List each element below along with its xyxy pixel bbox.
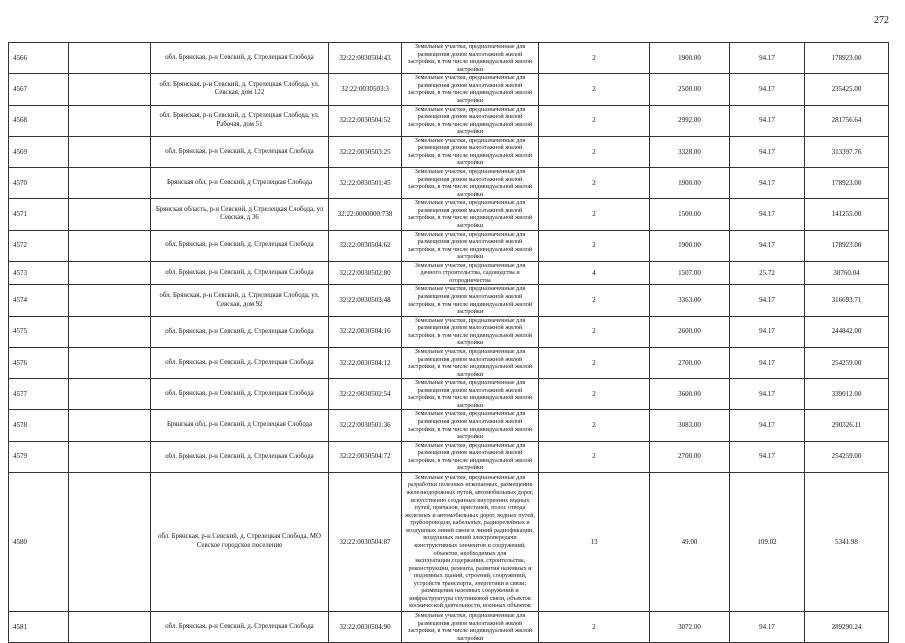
- specific-value-cell: 109.02: [730, 472, 805, 611]
- cadastral-number-cell: 32:22:0030504:90: [329, 611, 402, 642]
- land-use-cell: Земельные участки, предназначенные для размещения домов малоэтажной жилой застройки, в том числе индивидуальной жилой застройки: [402, 105, 539, 136]
- table-row: [9, 347, 889, 378]
- area-cell: 2992.00: [650, 105, 730, 136]
- group-cell: 2: [539, 168, 650, 199]
- cadastral-number-cell: 32:22:0030504:72: [329, 441, 402, 472]
- cadastral-value-cell: 178923.00: [805, 43, 889, 74]
- group-cell: 13: [539, 472, 650, 611]
- area-cell: 2600.00: [650, 316, 730, 347]
- area-cell: 2500.00: [650, 74, 730, 105]
- cadastral-number-cell: 32:22:0030501:45: [329, 168, 402, 199]
- empty-cell: [69, 230, 151, 261]
- specific-value-cell: 94.17: [730, 136, 805, 167]
- cadastral-value-table: [8, 42, 889, 643]
- row-number: 4566: [9, 43, 69, 74]
- specific-value-cell: 94.17: [730, 168, 805, 199]
- table-row: [9, 379, 889, 410]
- group-cell: 2: [539, 230, 650, 261]
- row-number: 4575: [9, 316, 69, 347]
- empty-cell: [69, 261, 151, 285]
- group-cell: 2: [539, 74, 650, 105]
- page-number: 272: [874, 15, 889, 26]
- address-cell: Брянская обл, р-н Севский, д Стрелецкая Слобода: [151, 410, 329, 441]
- specific-value-cell: 94.17: [730, 316, 805, 347]
- cadastral-value-cell: 178923.00: [805, 168, 889, 199]
- specific-value-cell: 94.17: [730, 379, 805, 410]
- cadastral-number-cell: 32:22:0030504:62: [329, 230, 402, 261]
- cadastral-value-cell: 313397.76: [805, 136, 889, 167]
- group-cell: 2: [539, 136, 650, 167]
- group-cell: 2: [539, 410, 650, 441]
- area-cell: 3600.00: [650, 379, 730, 410]
- land-use-cell: Земельные участки, предназначенные для размещения домов малоэтажной жилой застройки, в том числе индивидуальной жилой застройки: [402, 230, 539, 261]
- land-use-cell: Земельные участки, предназначенные для размещения домов малоэтажной жилой застройки, в том числе индивидуальной жилой застройки: [402, 410, 539, 441]
- land-use-cell: Земельные участки, предназначенные для размещения домов малоэтажной жилой застройки, в том числе индивидуальной жилой застройки: [402, 74, 539, 105]
- cadastral-value-cell: 281756.64: [805, 105, 889, 136]
- area-cell: 2700.00: [650, 347, 730, 378]
- cadastral-value-cell: 38760.04: [805, 261, 889, 285]
- cadastral-number-cell: 32:22:0030502:80: [329, 261, 402, 285]
- cadastral-value-cell: 254259.00: [805, 347, 889, 378]
- empty-cell: [69, 316, 151, 347]
- table-row: [9, 136, 889, 167]
- address-cell: обл. Брянская, р-н Севский, д. Стрелецкая Слобода, ул. Севская, дом 92: [151, 285, 329, 316]
- address-cell: обл. Брянская, р-н Севский, д. Стрелецкая Слобода: [151, 261, 329, 285]
- group-cell: 2: [539, 441, 650, 472]
- group-cell: 2: [539, 105, 650, 136]
- land-use-cell: Земельные участки, предназначенные для размещения домов малоэтажной жилой застройки, в том числе индивидуальной жилой застройки: [402, 285, 539, 316]
- cadastral-number-cell: 32:22:0030501:36: [329, 410, 402, 441]
- specific-value-cell: 94.17: [730, 410, 805, 441]
- cadastral-number-cell: 32:22:0030504:16: [329, 316, 402, 347]
- cadastral-number-cell: 32:22:0030504:12: [329, 347, 402, 378]
- cadastral-value-cell: 235425.00: [805, 74, 889, 105]
- land-use-cell: Земельные участки, предназначенные для разработки полезных ископаемых, размещения железнодорожных путей, автомобильных дорог, искусственно созданных внутренних водных путей, причалов, пристаней, полос отвода железных и автомобильных дорог, водных путей, трубопроводов, кабельных, радиорелейных и воздушных линий связи и линий радиофикации, воздушных линий электропередачи конструктивных элементов и сооружений, объектов, необходимых для эксплуатации,содержания, строительства, реконструкции, ремонта, развития наземных и подземных зданий, строений, сооружений, устройств транспорта, энергетики и связи; размещения наземных сооружений и инфраструктуры спутниковой связи, объектов космической деятельности, военных объектов: [402, 472, 539, 611]
- cadastral-number-cell: 32:22:0030503:25: [329, 136, 402, 167]
- group-cell: 4: [539, 261, 650, 285]
- table-row: [9, 230, 889, 261]
- area-cell: 49.00: [650, 472, 730, 611]
- area-cell: 3363.00: [650, 285, 730, 316]
- address-cell: Брянская область, р-н Севский, д Стрелецкая Слобода, ул Севская, д 36: [151, 199, 329, 230]
- row-number: 4574: [9, 285, 69, 316]
- address-cell: обл. Брянская, р-н Севский, д. Стрелецкая Слобода: [151, 136, 329, 167]
- address-cell: обл. Брянская, р-н Севский, д. Стрелецкая Слобода: [151, 230, 329, 261]
- cadastral-value-cell: 339012.00: [805, 379, 889, 410]
- address-cell: обл. Брянская, р-н Севский, д. Стрелецкая Слобода, ул. Рабочая, дом 51: [151, 105, 329, 136]
- empty-cell: [69, 136, 151, 167]
- empty-cell: [69, 441, 151, 472]
- cadastral-number-cell: 32:22:0030502:54: [329, 379, 402, 410]
- area-cell: 1507.00: [650, 261, 730, 285]
- land-use-cell: Земельные участки, предназначенные для размещения домов малоэтажной жилой застройки, в том числе индивидуальной жилой застройки: [402, 168, 539, 199]
- empty-cell: [69, 168, 151, 199]
- empty-cell: [69, 74, 151, 105]
- area-cell: 2700.00: [650, 441, 730, 472]
- specific-value-cell: 25.72: [730, 261, 805, 285]
- specific-value-cell: 94.17: [730, 199, 805, 230]
- specific-value-cell: 94.17: [730, 230, 805, 261]
- table-row: [9, 74, 889, 105]
- address-cell: обл. Брянская, р-н Севский, д. Стрелецкая Слобода: [151, 43, 329, 74]
- cadastral-number-cell: 32:22:0030503:48: [329, 285, 402, 316]
- table-row: [9, 43, 889, 74]
- address-cell: обл. Брянская, р-н Севский, д. Стрелецкая Слобода: [151, 611, 329, 642]
- address-cell: обл. Брянская, р-н Севский, д. Стрелецкая Слобода, ул. Севская, дом 122: [151, 74, 329, 105]
- cadastral-value-cell: 254259.00: [805, 441, 889, 472]
- area-cell: 1900.00: [650, 230, 730, 261]
- cadastral-value-cell: 244842.00: [805, 316, 889, 347]
- empty-cell: [69, 105, 151, 136]
- specific-value-cell: 94.17: [730, 347, 805, 378]
- table-row: [9, 316, 889, 347]
- row-number: 4571: [9, 199, 69, 230]
- land-use-cell: Земельные участки, предназначенные для размещения домов малоэтажной жилой застройки, в том числе индивидуальной жилой застройки: [402, 43, 539, 74]
- cadastral-value-cell: 316693.71: [805, 285, 889, 316]
- table-row: [9, 168, 889, 199]
- specific-value-cell: 94.17: [730, 105, 805, 136]
- row-number: 4580: [9, 472, 69, 611]
- table-row: [9, 261, 889, 285]
- empty-cell: [69, 611, 151, 642]
- cadastral-value-cell: 5341.98: [805, 472, 889, 611]
- row-number: 4577: [9, 379, 69, 410]
- group-cell: 2: [539, 285, 650, 316]
- specific-value-cell: 94.17: [730, 285, 805, 316]
- row-number: 4576: [9, 347, 69, 378]
- address-cell: обл. Брянская, р-н Севский, д. Стрелецкая Слобода: [151, 347, 329, 378]
- row-number: 4579: [9, 441, 69, 472]
- land-use-cell: Земельные участки, предназначенные для размещения домов малоэтажной жилой застройки, в том числе индивидуальной жилой застройки: [402, 347, 539, 378]
- table-row: [9, 611, 889, 642]
- group-cell: 2: [539, 199, 650, 230]
- address-cell: обл. Брянская, р-н Севский, д. Стрелецкая Слобода: [151, 379, 329, 410]
- row-number: 4568: [9, 105, 69, 136]
- cadastral-value-cell: 178923.00: [805, 230, 889, 261]
- cadastral-number-cell: 32:22:0030504:52: [329, 105, 402, 136]
- row-number: 4570: [9, 168, 69, 199]
- group-cell: 2: [539, 347, 650, 378]
- empty-cell: [69, 347, 151, 378]
- area-cell: 3328.00: [650, 136, 730, 167]
- area-cell: 3083.00: [650, 410, 730, 441]
- area-cell: 1900.00: [650, 168, 730, 199]
- address-cell: Брянская обл, р-н Севский, д Стрелецкая Слобода: [151, 168, 329, 199]
- land-use-cell: Земельные участки, предназначенные для размещения домов малоэтажной жилой застройки, в том числе индивидуальной жилой застройки: [402, 441, 539, 472]
- row-number: 4578: [9, 410, 69, 441]
- empty-cell: [69, 379, 151, 410]
- table-row: [9, 199, 889, 230]
- row-number: 4567: [9, 74, 69, 105]
- group-cell: 2: [539, 43, 650, 74]
- table-row: [9, 285, 889, 316]
- group-cell: 2: [539, 316, 650, 347]
- area-cell: 1900.00: [650, 43, 730, 74]
- cadastral-number-cell: 32:22:0030504:87: [329, 472, 402, 611]
- empty-cell: [69, 410, 151, 441]
- row-number: 4569: [9, 136, 69, 167]
- address-cell: обл. Брянская, р-н Севский, д. Стрелецкая Слобода: [151, 316, 329, 347]
- row-number: 4573: [9, 261, 69, 285]
- group-cell: 2: [539, 379, 650, 410]
- land-use-cell: Земельные участки, предназначенные для размещения домов малоэтажной жилой застройки, в том числе индивидуальной жилой застройки: [402, 199, 539, 230]
- cadastral-value-cell: 141255.00: [805, 199, 889, 230]
- empty-cell: [69, 472, 151, 611]
- row-number: 4572: [9, 230, 69, 261]
- row-number: 4581: [9, 611, 69, 642]
- empty-cell: [69, 199, 151, 230]
- land-use-cell: Земельные участки, предназначенные для размещения домов малоэтажной жилой застройки, в том числе индивидуальной жилой застройки: [402, 316, 539, 347]
- area-cell: 3072.00: [650, 611, 730, 642]
- table-row: [9, 441, 889, 472]
- cadastral-value-cell: 289290.24: [805, 611, 889, 642]
- address-cell: обл. Брянская, р-н Севский, д. Стрелецкая Слобода, МО Севское городское поселение: [151, 472, 329, 611]
- address-cell: обл. Брянская, р-н Севский, д. Стрелецкая Слобода: [151, 441, 329, 472]
- land-use-cell: Земельные участки, предназначенные для размещения домов малоэтажной жилой застройки, в том числе индивидуальной жилой застройки: [402, 136, 539, 167]
- cadastral-number-cell: 32:22:0030504:43: [329, 43, 402, 74]
- empty-cell: [69, 43, 151, 74]
- group-cell: 2: [539, 611, 650, 642]
- table-row: [9, 105, 889, 136]
- cadastral-value-cell: 290326.11: [805, 410, 889, 441]
- specific-value-cell: 94.17: [730, 441, 805, 472]
- table-row: [9, 472, 889, 611]
- specific-value-cell: 94.17: [730, 43, 805, 74]
- land-use-cell: Земельные участки, предназначенные для дачного строительства, садоводства и огородничества: [402, 261, 539, 285]
- specific-value-cell: 94.17: [730, 74, 805, 105]
- table-row: [9, 410, 889, 441]
- empty-cell: [69, 285, 151, 316]
- cadastral-number-cell: 32:22:0000000:738: [329, 199, 402, 230]
- specific-value-cell: 94.17: [730, 611, 805, 642]
- area-cell: 1500.00: [650, 199, 730, 230]
- land-use-cell: Земельные участки, предназначенные для размещения домов малоэтажной жилой застройки, в том числе индивидуальной жилой застройки: [402, 611, 539, 642]
- land-use-cell: Земельные участки, предназначенные для размещения домов малоэтажной жилой застройки, в том числе индивидуальной жилой застройки: [402, 379, 539, 410]
- cadastral-number-cell: 32:22:0030503:3: [329, 74, 402, 105]
